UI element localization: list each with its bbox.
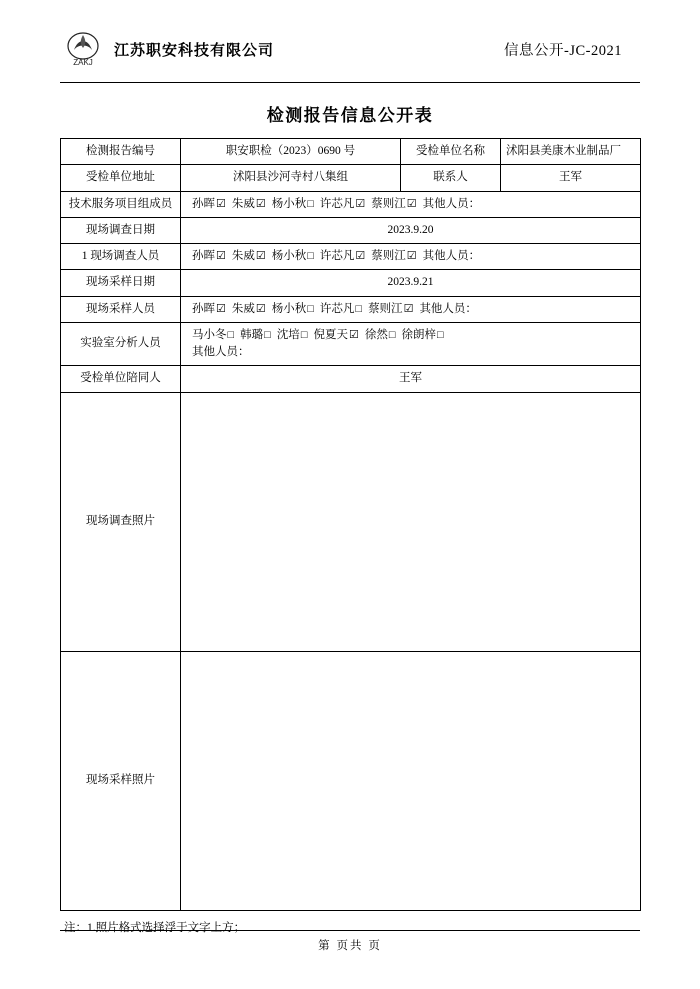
checkbox[interactable]: □ bbox=[300, 328, 308, 341]
address-label: 受检单位地址 bbox=[61, 165, 181, 191]
checkbox[interactable]: ☑ bbox=[403, 302, 414, 315]
list-item: 许芯凡□ bbox=[319, 302, 363, 315]
sampling-date-label: 现场采样日期 bbox=[61, 270, 181, 296]
list-item: 其他人员： bbox=[422, 250, 481, 262]
checkbox[interactable]: ☑ bbox=[348, 328, 359, 341]
report-info-table bbox=[60, 138, 641, 911]
list-item: 杨小秋□ bbox=[271, 197, 314, 210]
survey-date-value: 2023.9.20 bbox=[181, 217, 641, 243]
list-item: 倪夏天☑ bbox=[313, 328, 359, 341]
survey-staff-label: 1 现场调查人员 bbox=[61, 244, 181, 270]
list-item: 朱威☑ bbox=[231, 302, 266, 315]
survey-date-label: 现场调查日期 bbox=[61, 217, 181, 243]
checkbox[interactable]: □ bbox=[437, 328, 444, 341]
list-item: 蔡则江☑ bbox=[368, 302, 414, 315]
checkbox[interactable]: □ bbox=[355, 302, 363, 315]
company-brand bbox=[60, 30, 274, 68]
client-value: 沭阳县美康木业制品厂 bbox=[501, 139, 641, 165]
tech-team-value bbox=[181, 191, 641, 217]
checkbox[interactable]: ☑ bbox=[216, 197, 226, 210]
lab-staff-list bbox=[186, 327, 635, 344]
table-row-survey-photo bbox=[61, 392, 641, 651]
checkbox[interactable]: □ bbox=[307, 250, 314, 262]
checkbox[interactable]: □ bbox=[388, 328, 396, 341]
table-row bbox=[61, 322, 641, 366]
report-no-label: 检测报告编号 bbox=[61, 139, 181, 165]
list-item: 沈培□ bbox=[276, 328, 308, 341]
lab-staff-value bbox=[181, 322, 641, 366]
svg-text:ZAKJ: ZAKJ bbox=[73, 58, 93, 67]
footnote: 注：1.照片格式选择浮于文字上方； bbox=[64, 921, 246, 934]
sampling-photo-label: 现场采样照片 bbox=[61, 651, 181, 910]
company-logo-icon bbox=[60, 30, 106, 68]
survey-staff-list bbox=[186, 248, 635, 265]
table-row bbox=[61, 270, 641, 296]
table-row bbox=[61, 191, 641, 217]
list-item: 其他人员： bbox=[192, 346, 250, 358]
tech-team-label: 技术服务项目组成员 bbox=[61, 191, 181, 217]
list-item: 杨小秋□ bbox=[271, 250, 314, 262]
escort-label: 受检单位陪同人 bbox=[61, 366, 181, 392]
list-item: 徐然□ bbox=[364, 328, 396, 341]
address-value: 沭阳县沙河寺村八集组 bbox=[181, 165, 401, 191]
survey-photo-label: 现场调查照片 bbox=[61, 392, 181, 651]
list-item: 孙晖☑ bbox=[192, 302, 226, 315]
contact-value: 王军 bbox=[501, 165, 641, 191]
list-item: 许芯凡☑ bbox=[319, 197, 366, 210]
checkbox[interactable]: □ bbox=[264, 328, 271, 341]
survey-photo-cell bbox=[181, 392, 641, 651]
page-title: 检测报告信息公开表 bbox=[266, 106, 434, 125]
list-item: 徐朗梓□ bbox=[401, 328, 444, 341]
list-item: 孙晖☑ bbox=[192, 250, 226, 262]
page-header bbox=[60, 0, 640, 80]
list-item: 其他人员： bbox=[419, 302, 477, 315]
checkbox[interactable]: □ bbox=[307, 197, 314, 210]
tech-team-list bbox=[186, 196, 635, 213]
escort-value: 王军 bbox=[181, 366, 641, 392]
footer-divider bbox=[60, 930, 640, 931]
contact-label: 联系人 bbox=[401, 165, 501, 191]
checkbox[interactable]: ☑ bbox=[216, 302, 226, 315]
table-row bbox=[61, 217, 641, 243]
list-item: 马小冬□ bbox=[192, 328, 235, 341]
checkbox[interactable]: ☑ bbox=[255, 250, 266, 262]
lab-staff-label: 实验室分析人员 bbox=[61, 322, 181, 366]
list-item: 杨小秋□ bbox=[271, 302, 314, 315]
checkbox[interactable]: ☑ bbox=[406, 197, 417, 210]
list-item: 韩璐□ bbox=[240, 328, 271, 341]
sampling-photo-cell bbox=[181, 651, 641, 910]
checkbox[interactable]: ☑ bbox=[255, 302, 266, 315]
list-item: 朱威☑ bbox=[231, 197, 266, 210]
client-label: 受检单位名称 bbox=[401, 139, 501, 165]
sampling-staff-list bbox=[186, 301, 635, 318]
sampling-date-value: 2023.9.21 bbox=[181, 270, 641, 296]
page-number: 第 页共 页 bbox=[318, 940, 382, 952]
list-item: 许芯凡☑ bbox=[319, 250, 366, 262]
table-row bbox=[61, 366, 641, 392]
table-row-sampling-photo bbox=[61, 651, 641, 910]
checkbox[interactable]: ☑ bbox=[355, 250, 366, 262]
list-item: 孙晖☑ bbox=[192, 197, 226, 210]
table-row bbox=[61, 296, 641, 322]
checkbox[interactable]: ☑ bbox=[216, 250, 226, 262]
document-code: 信息公开-JC-2021 bbox=[504, 42, 622, 59]
header-divider bbox=[60, 82, 640, 83]
report-no-value: 职安职检（2023）0690 号 bbox=[181, 139, 401, 165]
list-item: 蔡则江☑ bbox=[371, 250, 417, 262]
lab-staff-other bbox=[186, 344, 635, 361]
sampling-staff-label: 现场采样人员 bbox=[61, 296, 181, 322]
checkbox[interactable]: ☑ bbox=[255, 197, 266, 210]
page-footer bbox=[60, 930, 640, 953]
list-item: 蔡则江☑ bbox=[371, 197, 417, 210]
survey-staff-value bbox=[181, 244, 641, 270]
company-name: 江苏职安科技有限公司 bbox=[114, 42, 275, 59]
table-row bbox=[61, 244, 641, 270]
sampling-staff-value bbox=[181, 296, 641, 322]
table-row bbox=[61, 165, 641, 191]
table-row bbox=[61, 139, 641, 165]
checkbox[interactable]: □ bbox=[227, 328, 235, 341]
list-item: 其他人员： bbox=[422, 197, 481, 210]
list-item: 朱威☑ bbox=[231, 250, 266, 262]
checkbox[interactable]: ☑ bbox=[406, 250, 417, 262]
checkbox[interactable]: □ bbox=[307, 302, 314, 315]
checkbox[interactable]: ☑ bbox=[355, 197, 366, 210]
